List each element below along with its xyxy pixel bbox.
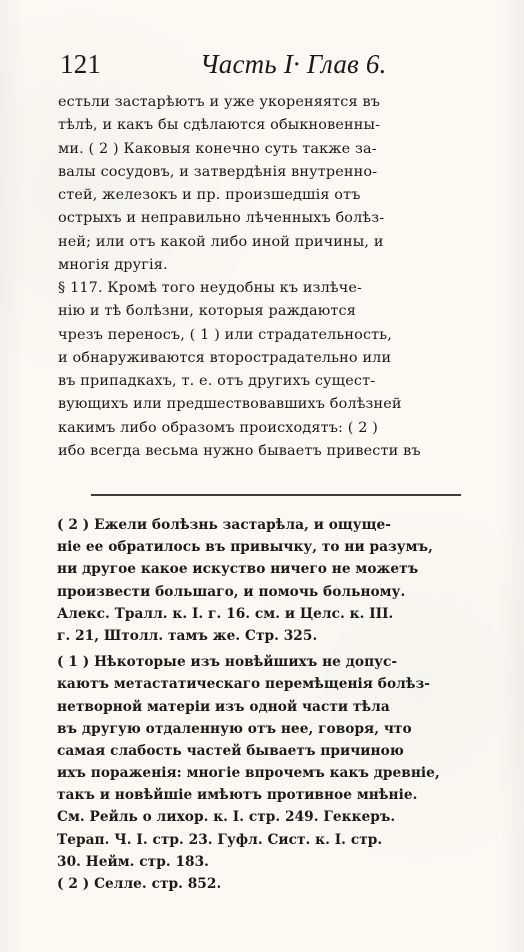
- footnote-divider: [91, 494, 461, 496]
- page-number: 121: [60, 49, 102, 79]
- footnotes: [57, 514, 497, 895]
- footnote-line: Терап. Ч. I. стр. 23. Гуфл. Сист. к. I. стр.: [57, 831, 383, 848]
- body-line: какимъ либо образомъ происходятъ: ( 2 ): [58, 419, 379, 436]
- footnote-line: ни другое какое искуство ничего не можетъ: [57, 561, 419, 578]
- footnote-line: въ другую отдаленную отъ нее, говоря, что: [57, 720, 412, 737]
- body-line: ибо всегда весьма нужно бываетъ привести въ: [58, 442, 421, 459]
- footnote-line: каютъ метастатическаго перемѣщенія болѣз-: [57, 676, 431, 693]
- footnote-line: ( 2 ) Ежели болѣзнь застарѣла, и ощуще-: [57, 517, 391, 533]
- footnote-line: ( 1 ) Нѣкоторые изъ новѣйшихъ не допус-: [57, 654, 398, 671]
- body-line: въ припадкахъ, т. е. отъ другихъ сущест-: [58, 373, 376, 389]
- body-line: тѣлѣ, и какъ бы сдѣлаются обыкновенны-: [58, 117, 381, 134]
- footnote-line: нетворной матеріи изъ одной части тѣла: [57, 698, 390, 715]
- body-line: вующихъ или предшествовавшихъ болѣзней: [58, 396, 402, 413]
- body-line: многія другія.: [58, 256, 168, 273]
- body-line: валы сосудовъ, и затвердѣнія внутренно-: [58, 163, 378, 180]
- footnote-line: произвести большаго, и помочь больному.: [57, 583, 406, 600]
- body-line: § 117. Кромѣ того неудобны къ излѣче-: [58, 280, 363, 296]
- footnote-line: г. 21, Штолл. тамъ же. Стр. 325.: [57, 627, 318, 644]
- footnote-line: 30. Нейм. стр. 183.: [57, 853, 209, 870]
- footnote-line: самая слабость частей бываетъ причиною: [57, 742, 404, 759]
- body-line: и обнаруживаются вторострадательно или: [58, 349, 392, 366]
- body-line: стей, железокъ и пр. произшедшія отъ: [58, 187, 361, 203]
- body-line: естьли застарѣютъ и уже укореняятся въ: [58, 94, 381, 110]
- body-line: чрезъ переносъ, ( 1 ) или страдательность,: [58, 326, 392, 343]
- footnote-line: ( 2 ) Селле. стр. 852.: [57, 876, 222, 892]
- page-header: [50, 48, 470, 80]
- body-line: ми. ( 2 ) Каковыя конечно суть также за-: [58, 140, 377, 157]
- footnote-line: ніе ее обратилось въ привычку, то ни разумъ,: [57, 539, 433, 556]
- body-line: острыхъ и неправильно лѣченныхъ болѣз-: [58, 210, 385, 227]
- footnote-line: Алекс. Тралл. к. I. г. 16. см. и Целс. к. III.: [57, 605, 394, 622]
- footnote-line: См. Рейль о лихор. к. I. стр. 249. Геккеръ.: [57, 809, 396, 826]
- footnote-line: такъ и новѣйшіе имѣютъ противное мнѣніе.: [57, 787, 418, 804]
- footnote-line: ихъ пораженія: многіе впрочемъ какъ древніе,: [57, 765, 440, 782]
- running-head: Часть I· Глав 6.: [200, 49, 387, 79]
- body-line: ней; или отъ какой либо иной причины, и: [58, 233, 384, 250]
- body-line: нію и тѣ болѣзни, которыя раждаются: [58, 303, 356, 320]
- main-text: [58, 91, 496, 463]
